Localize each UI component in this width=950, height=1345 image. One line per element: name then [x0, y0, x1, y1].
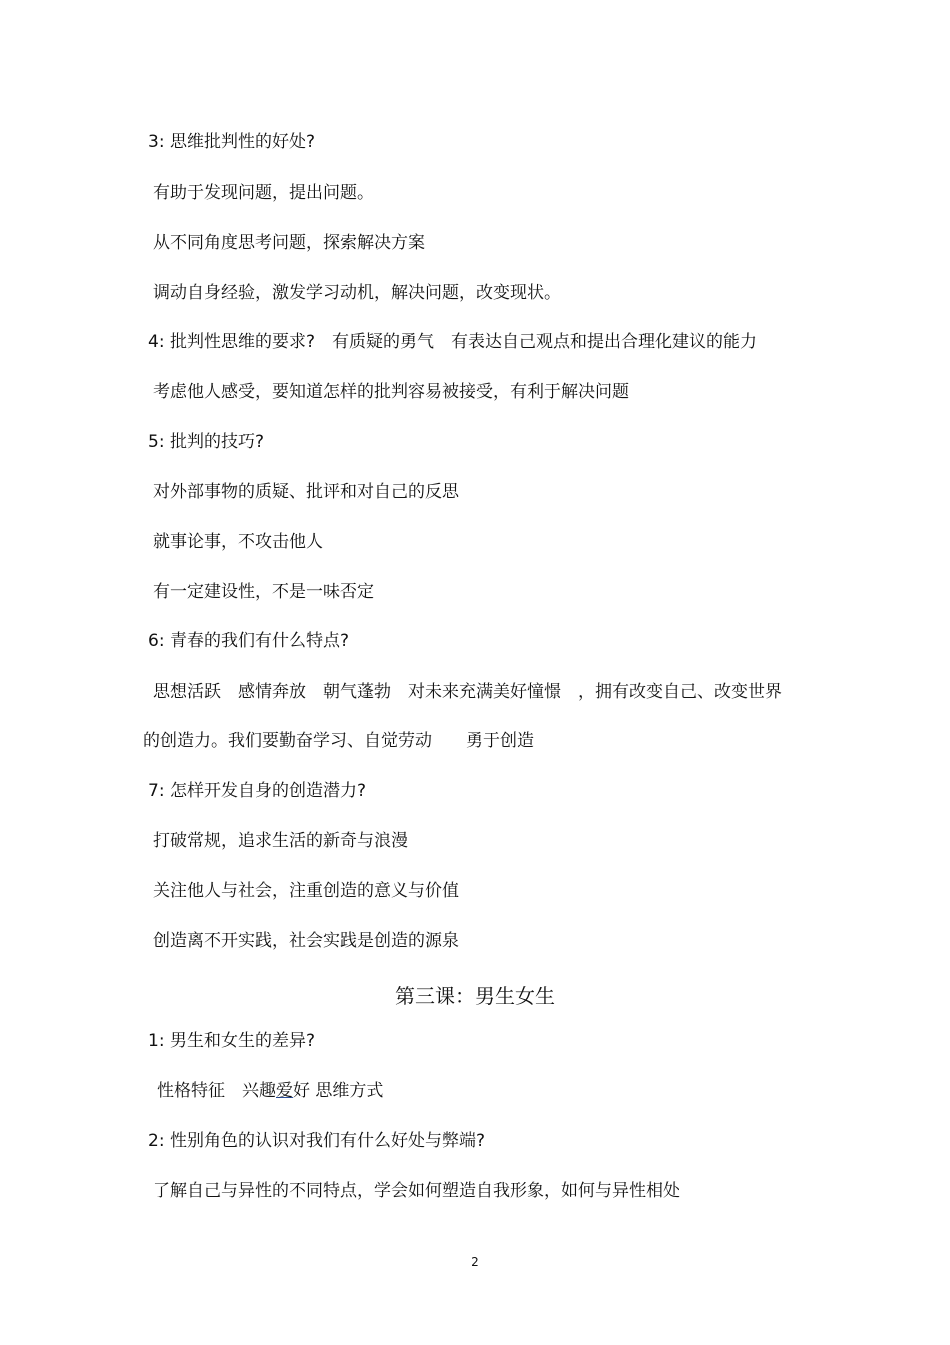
question-6: 6: 青春的我们有什么特点?	[148, 631, 349, 651]
question-7: 7: 怎样开发自身的创造潜力?	[148, 781, 366, 801]
answer-line: 关注他人与社会，注重创造的意义与价值	[153, 881, 459, 901]
question-4: 4: 批判性思维的要求? 有质疑的勇气 有表达自己观点和提出合理化建议的能力	[148, 332, 757, 352]
answer-line-continued: 的创造力。我们要勤奋学习、自觉劳动 勇于创造	[143, 731, 534, 751]
traits-line	[157, 1080, 383, 1102]
page-number: 2	[471, 1255, 479, 1269]
traits-text-after: 好 思维方式	[293, 1081, 384, 1101]
answer-line: 打破常规，追求生活的新奇与浪漫	[153, 831, 408, 851]
question-3: 3: 思维批判性的好处?	[148, 132, 315, 152]
answer-line: 就事论事，不攻击他人	[153, 532, 323, 552]
answer-line: 调动自身经验，激发学习动机，解决问题，改变现状。	[153, 283, 561, 303]
question-5: 5: 批判的技巧?	[148, 432, 264, 452]
section-question-1: 1: 男生和女生的差异?	[148, 1031, 315, 1051]
answer-line: 了解自己与异性的不同特点，学会如何塑造自我形象，如何与异性相处	[153, 1181, 680, 1201]
underlined-character: 爱	[276, 1081, 293, 1101]
section-question-2: 2: 性别角色的认识对我们有什么好处与弊端?	[148, 1131, 485, 1151]
section-title: 第三课：男生女生	[395, 984, 555, 1008]
answer-line: 思想活跃 感情奔放 朝气蓬勃 对未来充满美好憧憬 ，拥有改变自己、改变世界	[153, 682, 782, 702]
answer-line: 创造离不开实践，社会实践是创造的源泉	[153, 931, 459, 951]
traits-text-before: 性格特征 兴趣	[157, 1081, 276, 1101]
answer-line: 有助于发现问题，提出问题。	[153, 183, 374, 203]
answer-line: 有一定建设性，不是一味否定	[153, 582, 374, 602]
answer-line: 从不同角度思考问题，探索解决方案	[153, 233, 425, 253]
answer-line: 对外部事物的质疑、批评和对自己的反思	[153, 482, 459, 502]
answer-line: 考虑他人感受，要知道怎样的批判容易被接受，有利于解决问题	[153, 382, 629, 402]
